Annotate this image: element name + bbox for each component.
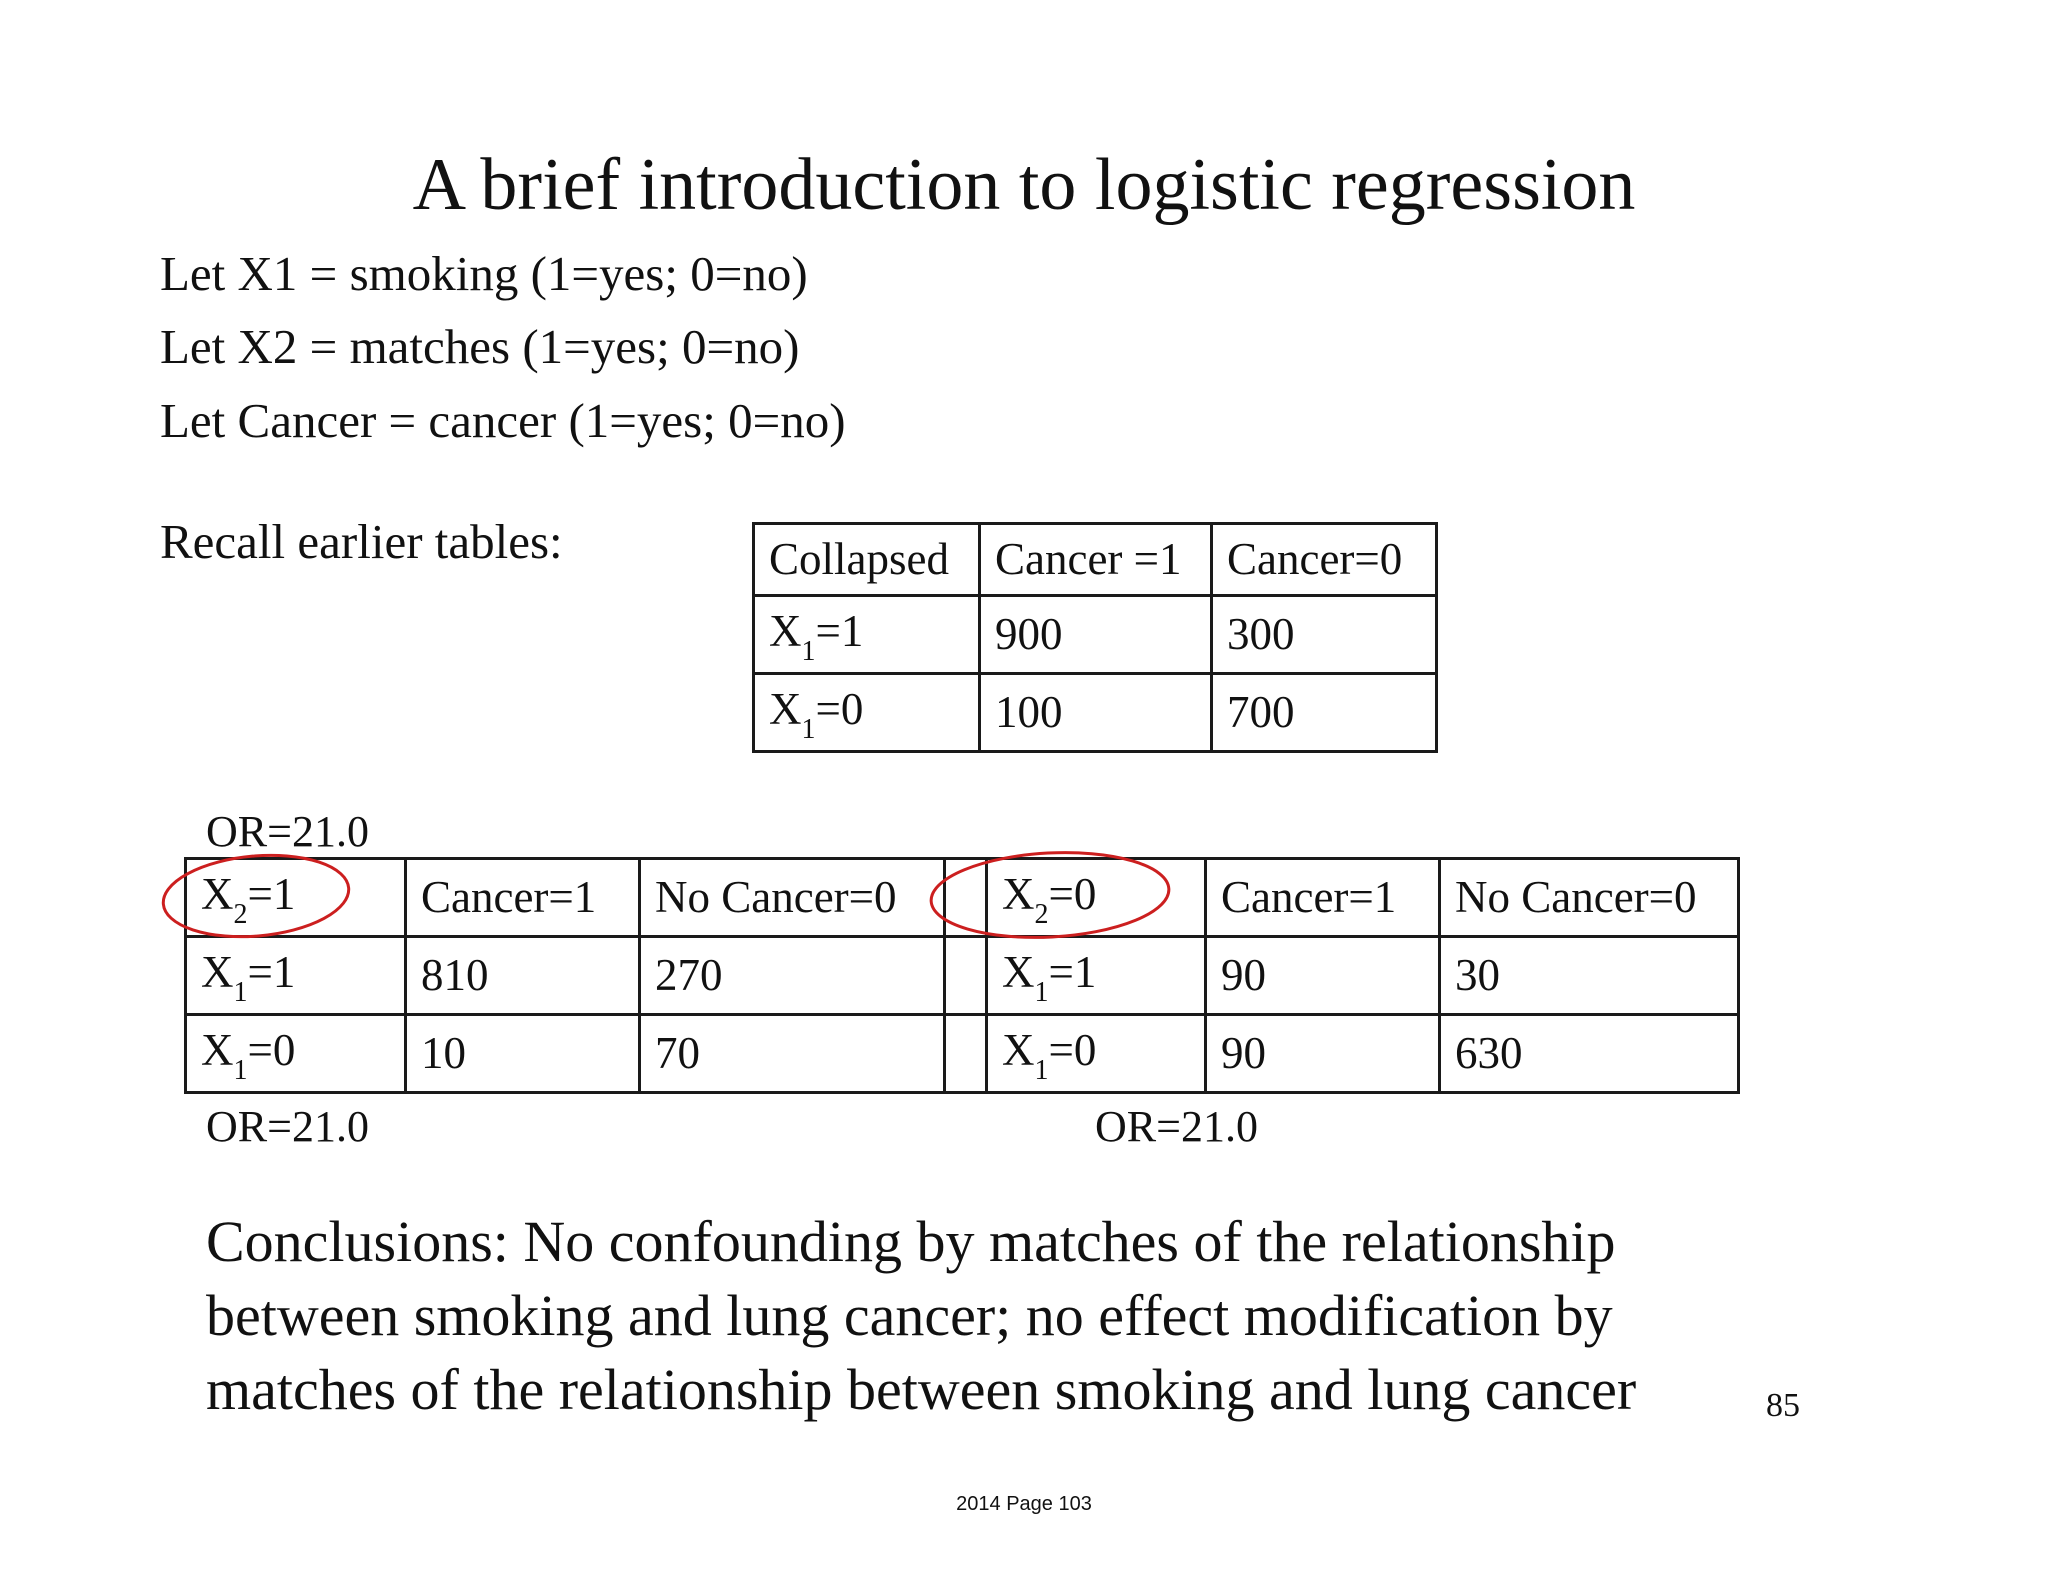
table-cell: 810 [406, 937, 640, 1015]
table-cell: 630 [1440, 1015, 1739, 1093]
page-footer: 2014 Page 103 [956, 1493, 1092, 1515]
recall-label: Recall earlier tables: [160, 514, 563, 569]
table-row [754, 596, 1437, 674]
definition-x1: Let X1 = smoking (1=yes; 0=no) [160, 246, 808, 301]
table-cell: 100 [980, 674, 1212, 752]
collapsed-table [752, 522, 1438, 753]
table-cell: 10 [406, 1015, 640, 1093]
table-cell: 700 [1212, 674, 1437, 752]
collapsed-row-label: $X_1=1$ [754, 596, 980, 674]
odds-ratio-right: OR=21.0 [1095, 1102, 1258, 1151]
table-row [186, 1015, 1739, 1093]
table-cell: 90 [1206, 1015, 1440, 1093]
table-header-cell: No Cancer=0 [640, 859, 945, 937]
table-row [186, 937, 1739, 1015]
odds-ratio-left: OR=21.0 [206, 1102, 369, 1151]
collapsed-header-label: Collapsed [754, 524, 980, 596]
table-header-cell: Cancer=1 [1206, 859, 1440, 937]
slide-number: 85 [1766, 1387, 1800, 1424]
table-cell: 90 [1206, 937, 1440, 1015]
conclusions-text: Conclusions: No confounding by matches of the relationship between smoking and lung cancer; no effect modification by matches of the relationship between smoking and lung cancer [206, 1209, 1637, 1422]
table-header-cell: Cancer=1 [406, 859, 640, 937]
stratum-header-x2-1: $X_2=1$ [186, 859, 406, 937]
table-row [754, 524, 1437, 596]
collapsed-header-cancer1: Cancer =1 [980, 524, 1212, 596]
table-divider [945, 859, 987, 937]
table-row [186, 859, 1739, 937]
table-divider [945, 937, 987, 1015]
row-label: $X_1=1$ [987, 937, 1206, 1015]
table-cell: 270 [640, 937, 945, 1015]
table-cell: 30 [1440, 937, 1739, 1015]
definition-cancer: Let Cancer = cancer (1=yes; 0=no) [160, 393, 846, 448]
row-label: $X_1=0$ [987, 1015, 1206, 1093]
table-cell: 70 [640, 1015, 945, 1093]
table-cell: 900 [980, 596, 1212, 674]
table-divider [945, 1015, 987, 1093]
stratum-header-x2-0: $X_2=0$ [987, 859, 1206, 937]
odds-ratio-label: OR=21.0 [206, 807, 369, 856]
collapsed-row-label: $X_1=0$ [754, 674, 980, 752]
table-header-cell: No Cancer=0 [1440, 859, 1739, 937]
collapsed-header-cancer0: Cancer=0 [1212, 524, 1437, 596]
slide-title: A brief introduction to logistic regression [412, 144, 1636, 226]
stratified-tables [184, 857, 1740, 1094]
table-cell: 300 [1212, 596, 1437, 674]
table-row [754, 674, 1437, 752]
definition-x2: Let X2 = matches (1=yes; 0=no) [160, 319, 800, 374]
row-label: $X_1=0$ [186, 1015, 406, 1093]
row-label: $X_1=1$ [186, 937, 406, 1015]
